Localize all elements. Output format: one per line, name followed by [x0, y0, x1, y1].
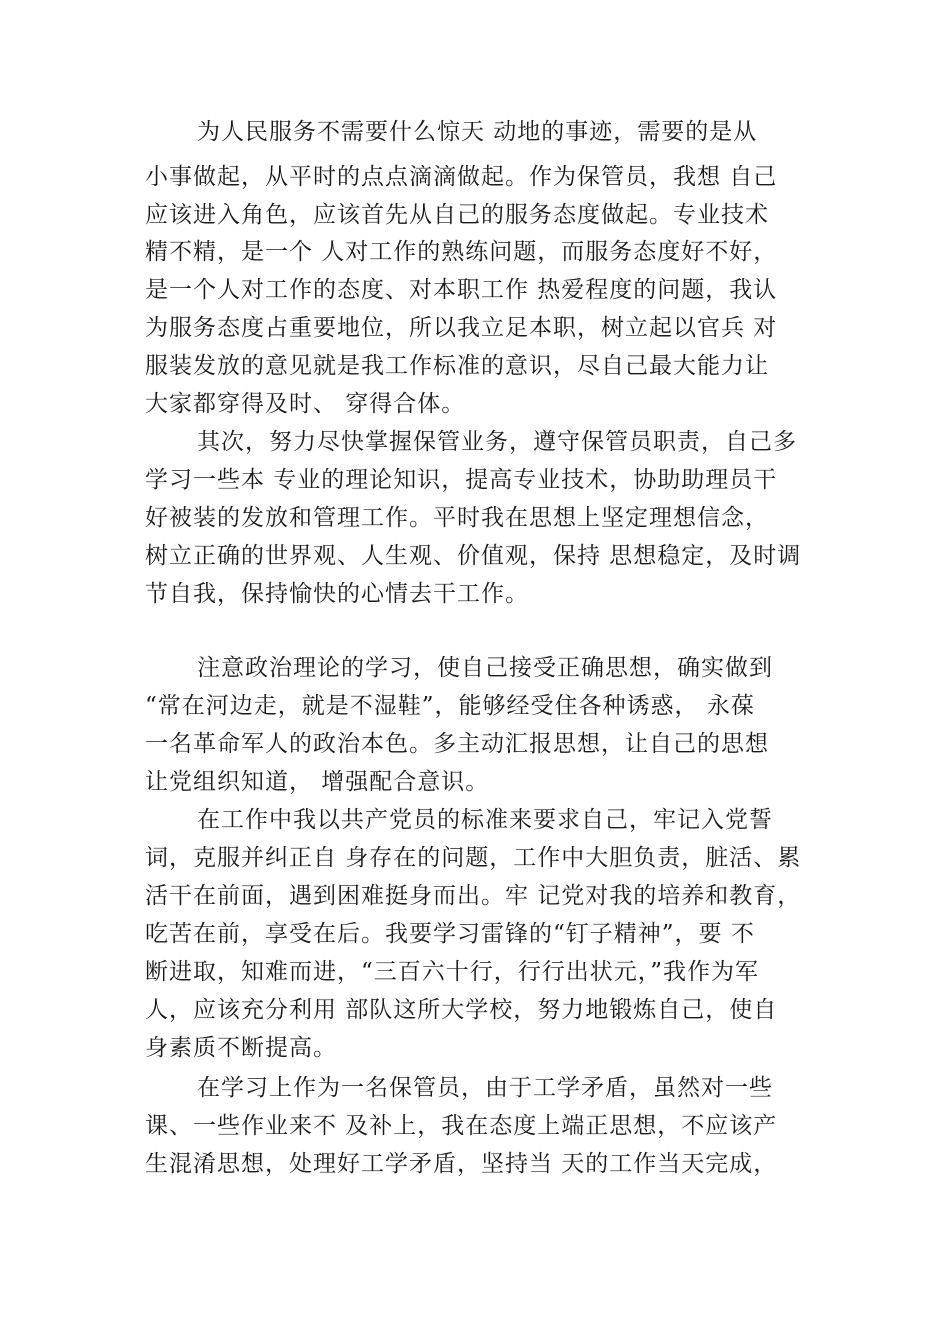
- p5-line-3: 生混淆思想，处理好工学矛盾，坚持当 天的工作当天完成，: [145, 1151, 778, 1177]
- p1-line-4: 精不精，是一个 人对工作的熟练问题，而服务态度好不好，: [145, 239, 778, 265]
- p4-line-3: 活干在前面，遇到困难挺身而出。牢 记党对我的培养和教育，: [145, 883, 802, 909]
- p1-line-2: 小事做起，从平时的点点滴滴做起。作为保管员，我想 自己: [145, 164, 778, 190]
- p5-line-1: 在学习上作为一名保管员，由于工学矛盾，虽然对一些: [197, 1075, 773, 1101]
- p3-line-3: 一名革命军人的政治本色。多主动汇报思想，让自己的思想: [145, 731, 769, 757]
- p2-line-5: 节自我，保持愉快的心情去干工作。: [145, 581, 529, 607]
- p3-line-2: “常在河边走，就是不湿鞋”，能够经受住各种诱惑， 永葆: [145, 693, 755, 719]
- p1-line-3: 应该进入角色，应该首先从自己的服务态度做起。专业技术: [145, 202, 769, 228]
- p2-line-2: 学习一些本 专业的理论知识，提高专业技术，协助助理员干: [145, 467, 778, 493]
- p4-line-4: 吃苦在前，享受在后。我要学习雷锋的“钉子精神”，要 不: [145, 921, 755, 947]
- p3-line-1: 注意政治理论的学习，使自己接受正确思想，确实做到: [197, 655, 773, 681]
- p4-line-6: 人，应该充分利用 部队这所大学校，努力地锻炼自己，使自: [145, 997, 778, 1023]
- p2-line-3: 好被装的发放和管理工作。平时我在思想上坚定理想信念，: [145, 505, 769, 531]
- p2-line-1: 其次，努力尽快掌握保管业务，遵守保管员职责，自己多: [197, 429, 797, 455]
- p1-line-6: 为服务态度占重要地位，所以我立足本职，树立起以官兵 对: [145, 315, 778, 341]
- p4-line-2: 词，克服并纠正自 身存在的问题，工作中大胆负责，脏活、累: [145, 845, 802, 871]
- p1-line-8: 大家都穿得及时、 穿得合体。: [145, 391, 466, 417]
- p3-line-4: 让党组织知道， 增强配合意识。: [145, 769, 490, 795]
- p4-line-7: 身素质不断提高。: [145, 1035, 337, 1061]
- p5-line-2: 课、一些作业来不 及补上，我在态度上端正思想，不应该产: [145, 1113, 778, 1139]
- p4-line-1: 在工作中我以共产党员的标准来要求自己，牢记入党誓: [197, 807, 773, 833]
- p1-line-1: 为人民服务不需要什么惊天 动地的事迹，需要的是从: [197, 119, 758, 145]
- p1-line-5: 是一个人对工作的态度、对本职工作 热爱程度的问题，我认: [145, 277, 778, 303]
- p1-line-7: 服装发放的意见就是我工作标准的意识，尽自己最大能力让: [145, 353, 769, 379]
- p2-line-4: 树立正确的世界观、人生观、价值观，保持 思想稳定，及时调: [145, 543, 802, 569]
- p4-line-5: 断进取，知难而进，“三百六十行，行行出状元，”我作为军: [145, 959, 760, 985]
